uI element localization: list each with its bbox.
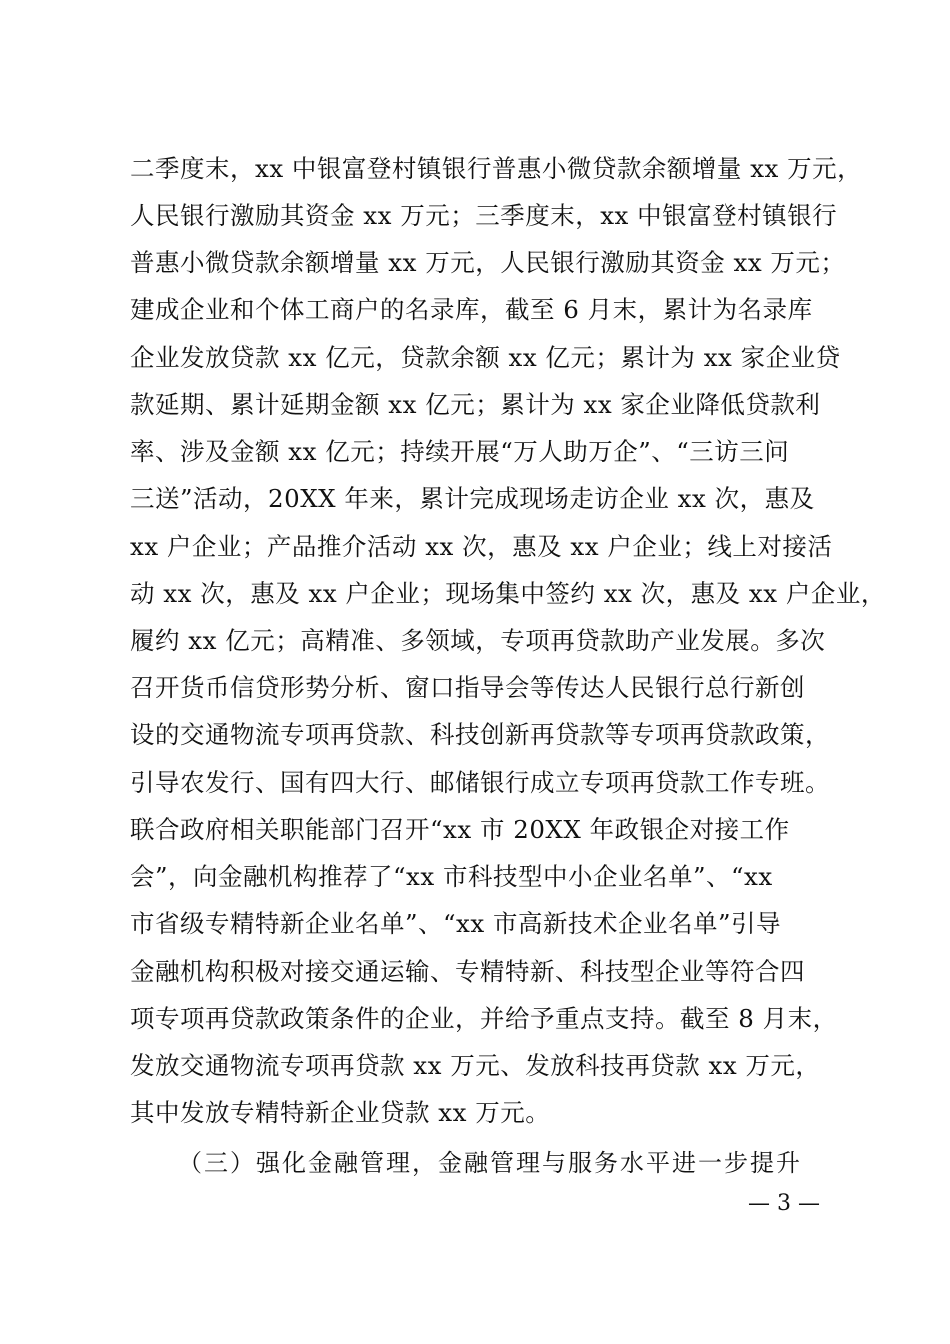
body-line: 建成企业和个体工商户的名录库，截至 6 月末，累计为名录库 — [130, 295, 813, 324]
body-line: 履约 xx 亿元；高精准、多领域，专项再贷款助产业发展。多次 — [130, 626, 826, 655]
section-heading: （三）强化金融管理，金融管理与服务水平进一步提升 — [178, 1149, 802, 1177]
body-line: 率、涉及金额 xx 亿元；持续开展“万人助万企”、“三访三问 — [130, 437, 790, 466]
body-line: xx 户企业；产品推介活动 xx 次，惠及 xx 户企业；线上对接活 — [130, 532, 833, 561]
body-line: 人民银行激励其资金 xx 万元；三季度末，xx 中银富登村镇银行 — [130, 201, 838, 230]
body-line: 二季度末，xx 中银富登村镇银行普惠小微贷款余额增量 xx 万元， — [130, 154, 863, 183]
body-line: 金融机构积极对接交通运输、专精特新、科技型企业等符合四 — [130, 957, 805, 986]
body-line: 联合政府相关职能部门召开“xx 市 20XX 年政银企对接工作 — [130, 815, 790, 844]
body-line: 普惠小微贷款余额增量 xx 万元，人民银行激励其资金 xx 万元； — [130, 248, 846, 277]
body-line: 其中发放专精特新企业贷款 xx 万元。 — [130, 1098, 551, 1127]
body-line: 项专项再贷款政策条件的企业，并给予重点支持。截至 8 月末， — [130, 1004, 838, 1033]
page-number: — 3 — — [748, 1191, 820, 1216]
body-line: 企业发放贷款 xx 亿元，贷款余额 xx 亿元；累计为 xx 家企业贷 — [130, 343, 841, 372]
body-line: 动 xx 次，惠及 xx 户企业；现场集中签约 xx 次，惠及 xx 户企业， — [130, 579, 886, 608]
body-line: 市省级专精特新企业名单”、“xx 市高新技术企业名单”引导 — [130, 909, 781, 938]
body-line: 设的交通物流专项再贷款、科技创新再贷款等专项再贷款政策， — [130, 720, 830, 749]
body-line: 三送”活动，20XX 年来，累计完成现场走访企业 xx 次，惠及 — [130, 484, 815, 513]
body-line: 召开货币信贷形势分析、窗口指导会等传达人民银行总行新创 — [130, 673, 805, 702]
body-line: 会”，向金融机构推荐了“xx 市科技型中小企业名单”、“xx — [130, 862, 773, 891]
body-line: 引导农发行、国有四大行、邮储银行成立专项再贷款工作专班。 — [130, 768, 830, 797]
body-line: 发放交通物流专项再贷款 xx 万元、发放科技再贷款 xx 万元， — [130, 1051, 821, 1080]
body-line: 款延期、累计延期金额 xx 亿元；累计为 xx 家企业降低贷款利 — [130, 390, 821, 419]
